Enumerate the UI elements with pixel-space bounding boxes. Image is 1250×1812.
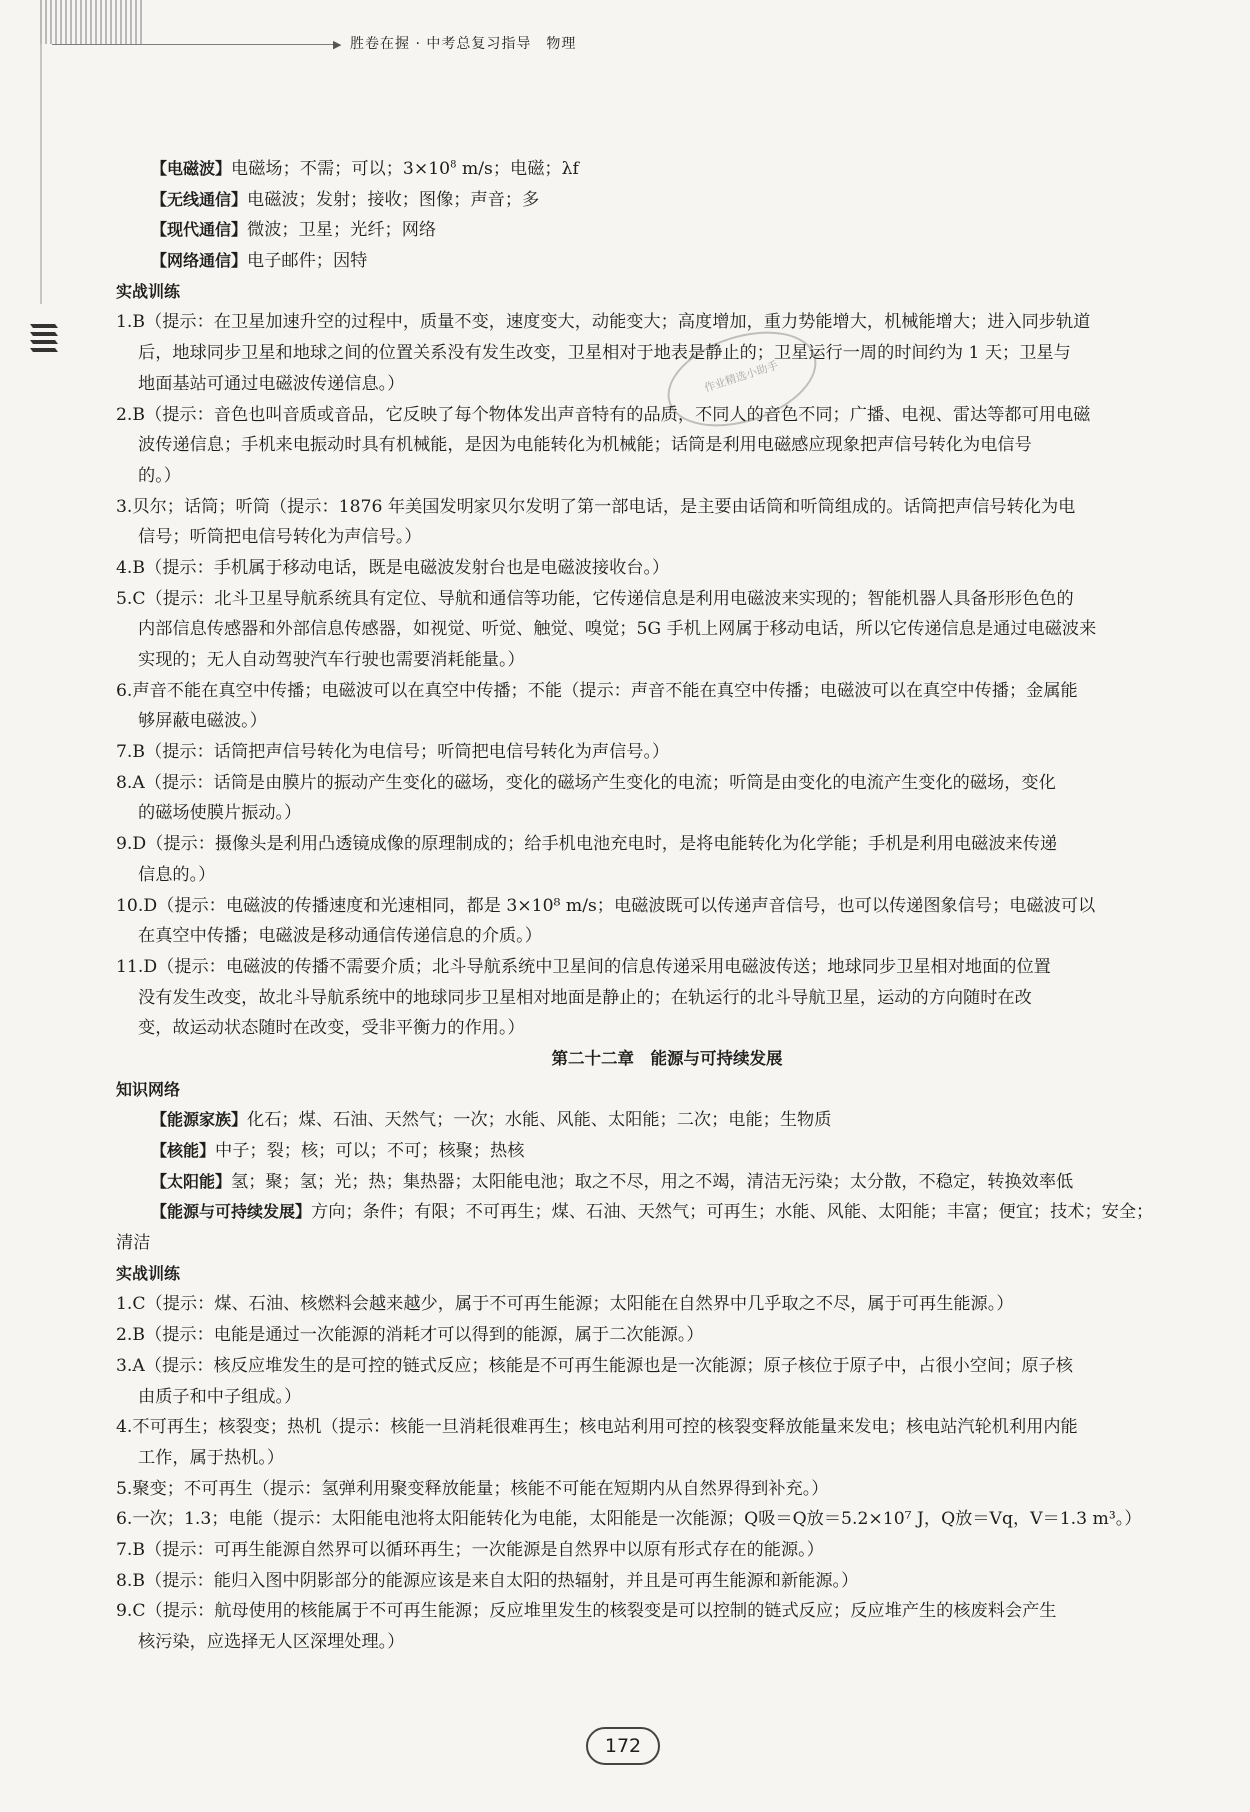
answer-item [116,1504,1158,1535]
knowledge-tag: 【网络通信】 [151,251,248,271]
answer-line: 6.声音不能在真空中传播；电磁波可以在真空中传播；不能（提示：声音不能在真空中传播；电磁波可以在真空中传播；金属能 [116,680,1078,701]
running-header: 胜卷在握 · 中考总复习指导 物理 [350,36,577,52]
knowledge-item [116,1197,1158,1228]
answer-continuation-line: 由质子和中子组成。） [138,1386,302,1407]
page-number: 172 [586,1727,660,1765]
answer-item [116,737,1158,768]
answer-line: 9.C（提示：航母使用的核能属于不可再生能源；反应堆里发生的核裂变是可以控制的链式反应；反应堆产生的核废料会产生 [116,1601,1057,1622]
ch21-practice-title: 实战训练 [116,281,181,301]
knowledge-text: 中子；裂；核；可以；不可；核聚；热核 [215,1141,525,1161]
answer-item [116,952,1158,1044]
knowledge-item [116,185,1158,216]
chapter-22-title: 第二十二章 能源与可持续发展 [551,1048,783,1068]
ch22-practice-title: 实战训练 [116,1263,181,1283]
answer-line: 3.A（提示：核反应堆发生的是可控的链式反应；核能是不可再生能源也是一次能源；原子核位于原子中，占很小空间；原子核 [116,1355,1073,1376]
answer-item [116,400,1158,492]
knowledge-text-after: m/s；电磁；λf [456,159,579,179]
ch21-knowledge-list [116,154,1158,277]
knowledge-item [116,215,1158,246]
knowledge-text: 电磁场；不需；可以；3×10 [231,159,451,179]
answer-item [116,1596,1158,1657]
ch22-knowledge-list [116,1105,1158,1258]
answer-line: 2.B（提示：音色也叫音质或音品，它反映了每个物体发出声音特有的品质，不同人的音色不同；广播、电视、雷达等都可用电磁 [116,404,1091,425]
answer-item [116,584,1158,676]
knowledge-item [116,246,1158,277]
answer-item [116,1289,1158,1320]
answer-item [116,1566,1158,1597]
answer-item [116,891,1158,952]
answer-line: 2.B（提示：电能是通过一次能源的消耗才可以得到的能源，属于二次能源。） [116,1325,704,1346]
answer-item [116,676,1158,737]
answer-item [116,829,1158,890]
answer-continuation-line: 够屏蔽电磁波。） [138,711,267,732]
knowledge-tag: 【能源与可持续发展】 [151,1202,312,1222]
answer-line: 11.D（提示：电磁波的传播不需要介质；北斗导航系统中卫星间的信息传递采用电磁波传送；地球同步卫星相对地面的位置 [116,956,1051,977]
books-icon [27,316,61,354]
answer-line: 7.B（提示：可再生能源自然界可以循环再生；一次能源是自然界中以原有形式存在的能源。） [116,1539,824,1560]
answer-continuation-line: 的。） [138,465,181,486]
answer-line: 1.B（提示：在卫星加速升空的过程中，质量不变，速度变大，动能变大；高度增加，重力势能增大，机械能增大；进入同步轨道 [116,312,1091,333]
knowledge-text: 氢；聚；氢；光；热；集热器；太阳能电池；取之不尽，用之不竭，清洁无污染；太分散，不稳定，转换效率低 [231,1171,1074,1192]
knowledge-tag: 【现代通信】 [151,220,248,240]
ch22-knowledge-title: 知识网络 [116,1079,181,1099]
ch22-practice-list [116,1289,1158,1657]
answer-item [116,553,1158,584]
side-margin-bar [40,44,42,304]
knowledge-text: 方向；条件；有限；不可再生；煤、石油、天然气；可再生；水能、风能、太阳能；丰富；便宜；技术；安全； [311,1202,1154,1223]
knowledge-tag: 【无线通信】 [151,189,248,209]
knowledge-text: 电子邮件；因特 [247,251,368,272]
answer-line: 5.C（提示：北斗卫星导航系统具有定位、导航和通信等功能，它传递信息是利用电磁波来实现的；智能机器人具备形形色色的 [116,588,1074,609]
knowledge-text: 电磁波；发射；接收；图像；声音；多 [247,189,540,210]
answer-item [116,1535,1158,1566]
knowledge-tag: 【太阳能】 [151,1171,232,1191]
knowledge-text: 微波；卫星；光纤；网络 [247,220,437,241]
answer-line: 6.一次；1.3；电能（提示：太阳能电池将太阳能转化为电能，太阳能是一次能源；Q吸＝Q放＝5.2×10⁷ J，Q放＝Vq，V＝1.3 m³。） [116,1509,1142,1530]
answer-line: 10.D（提示：电磁波的传播速度和光速相同，都是 3×10⁸ m/s；电磁波既可以传递声音信号，也可以传递图象信号；电磁波可以 [116,895,1096,916]
answer-continuation-line: 地面基站可通过电磁波传递信息。） [138,373,405,394]
answer-continuation-line: 工作，属于热机。） [138,1447,285,1468]
answer-line: 4.B（提示：手机属于移动电话，既是电磁波发射台也是电磁波接收台。） [116,557,670,578]
answer-item [116,307,1158,399]
answer-item [116,1412,1158,1473]
answer-line: 5.聚变；不可再生（提示：氢弹利用聚变释放能量；核能不可能在短期内从自然界得到补充。） [116,1478,829,1499]
answer-continuation-line: 变，故运动状态随时在改变，受非平衡力的作用。） [138,1018,525,1039]
knowledge-tag: 【能源家族】 [151,1110,248,1130]
answer-item [116,492,1158,553]
ch21-practice-list [116,307,1158,1044]
knowledge-item [116,1167,1158,1198]
answer-continuation-line: 信号；听筒把电信号转化为声信号。） [138,527,422,548]
answer-continuation-line: 后，地球同步卫星和地球之间的位置关系没有发生改变，卫星相对于地表是静止的；卫星运行一周的时间约为 1 天；卫星与 [138,343,1071,364]
knowledge-continuation: 清洁 [116,1233,151,1254]
corner-stripe-decoration [40,0,144,44]
answer-continuation-line: 内部信息传感器和外部信息传感器，如视觉、听觉、触觉、嗅觉；5G 手机上网属于移动电话，所以它传递信息是通过电磁波来 [138,619,1097,640]
answer-item [116,1320,1158,1351]
answer-line: 4.不可再生；核裂变；热机（提示：核能一旦消耗很难再生；核电站利用可控的核裂变释放能量来发电；核电站汽轮机利用内能 [116,1417,1078,1438]
answer-continuation-line: 的磁场使膜片振动。） [138,803,302,824]
answer-continuation-line: 没有发生改变，故北斗导航系统中的地球同步卫星相对地面是静止的；在轨运行的北斗导航卫星，运动的方向随时在改 [138,987,1032,1008]
answer-continuation-line: 在真空中传播；电磁波是移动通信传递信息的介质。） [138,926,542,947]
answer-item [116,768,1158,829]
answer-item [116,1474,1158,1505]
knowledge-superscript: 8 [450,159,457,171]
knowledge-item [116,1105,1158,1136]
knowledge-tag: 【核能】 [151,1141,216,1160]
answer-continuation-line: 信息的。） [138,864,216,885]
answer-line: 8.A（提示：话筒是由膜片的振动产生变化的磁场，变化的磁场产生变化的电流；听筒是由变化的电流产生变化的磁场，变化 [116,772,1056,793]
knowledge-item [116,154,1158,185]
answer-line: 1.C（提示：煤、石油、核燃料会越来越少，属于不可再生能源；太阳能在自然界中几乎取之不尽，属于可再生能源。） [116,1294,1014,1315]
answer-content [116,154,1158,1658]
answer-line: 8.B（提示：能归入图中阴影部分的能源应该是来自太阳的热辐射，并且是可再生能源和新能源。） [116,1570,859,1591]
knowledge-text: 化石；煤、石油、天然气；一次；水能、风能、太阳能；二次；电能；生物质 [247,1110,832,1131]
answer-line: 3.贝尔；话筒；听筒（提示：1876 年美国发明家贝尔发明了第一部电话，是主要由话筒和听筒组成的。话筒把声信号转化为电 [116,496,1076,517]
knowledge-tag: 【电磁波】 [151,159,232,178]
answer-line: 7.B（提示：话筒把声信号转化为电信号；听筒把电信号转化为声信号。） [116,742,670,763]
header-arrow-icon: ▶ [333,38,342,51]
watermark-stamp: 作业精选小助手 [655,314,828,443]
answer-continuation-line: 核污染，应选择无人区深埋处理。） [138,1632,405,1652]
answer-continuation-line: 波传递信息；手机来电振动时具有机械能，是因为电能转化为机械能；话筒是利用电磁感应现象把声信号转化为电信号 [138,435,1032,456]
knowledge-item [116,1136,1158,1167]
header-rule [52,44,337,45]
answer-line: 9.D（提示：摄像头是利用凸透镜成像的原理制成的；给手机电池充电时，是将电能转化为化学能；手机是利用电磁波来传递 [116,834,1058,855]
answer-item [116,1351,1158,1412]
answer-continuation-line: 实现的；无人自动驾驶汽车行驶也需要消耗能量。） [138,650,525,670]
